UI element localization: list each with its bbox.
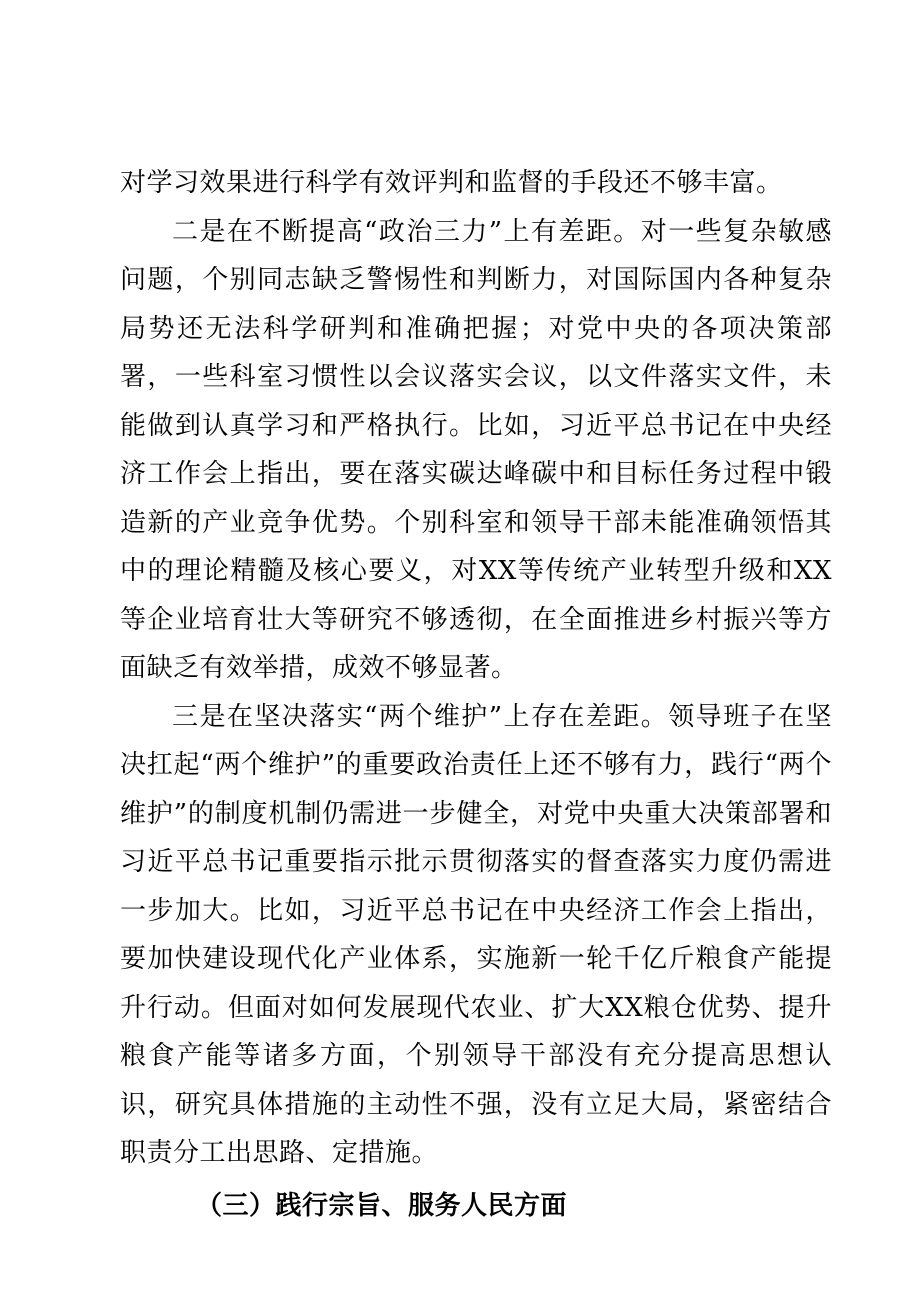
section-heading: （三）践行宗旨、服务人民方面 bbox=[196, 1190, 568, 1221]
paragraph-two-safeguards: 三是在坚决落实“两个维护”上存在差距。领导班子在坚决扛起“两个维护”的重要政治责任上还不够有力，践行“两个维护”的制度机制仍需进一步健全，对党中央重大决策部署和习近平总书记重要指示批示贯彻落实的督查落实力度仍需进一步加大。比如，习近平总书记在中央经济工作会上指出，要加快建设现代化产业体系，实施新一轮千亿斤粮食产能提升行动。但面对如何发展现代农业、扩大XX粮仓优势、提升粮食产能等诸多方面，个别领导干部没有充分提高思想认识，研究具体措施的主动性不强，没有立足大局，紧密结合职责分工出思路、定措施。 bbox=[120, 701, 832, 1168]
paragraph-political-capability: 二是在不断提高“政治三力”上有差距。对一些复杂敏感问题，个别同志缺乏警惕性和判断力，对国际国内各种复杂局势还无法科学研判和准确把握；对党中央的各项决策部署，一些科室习惯性以会议落实会议，以文件落实文件，未能做到认真学习和严格执行。比如，习近平总书记在中央经济工作会上指出，要在落实碳达峰碳中和目标任务过程中锻造新的产业竞争优势。个别科室和领导干部未能准确领悟其中的理论精髓及核心要义，对XX等传统产业转型升级和XX等企业培育壮大等研究不够透彻，在全面推进乡村振兴等方面缺乏有效举措，成效不够显著。 bbox=[120, 216, 832, 683]
document-page bbox=[120, 159, 832, 1232]
paragraph-continuation: 对学习效果进行科学有效评判和监督的手段还不够丰富。 bbox=[120, 168, 783, 198]
